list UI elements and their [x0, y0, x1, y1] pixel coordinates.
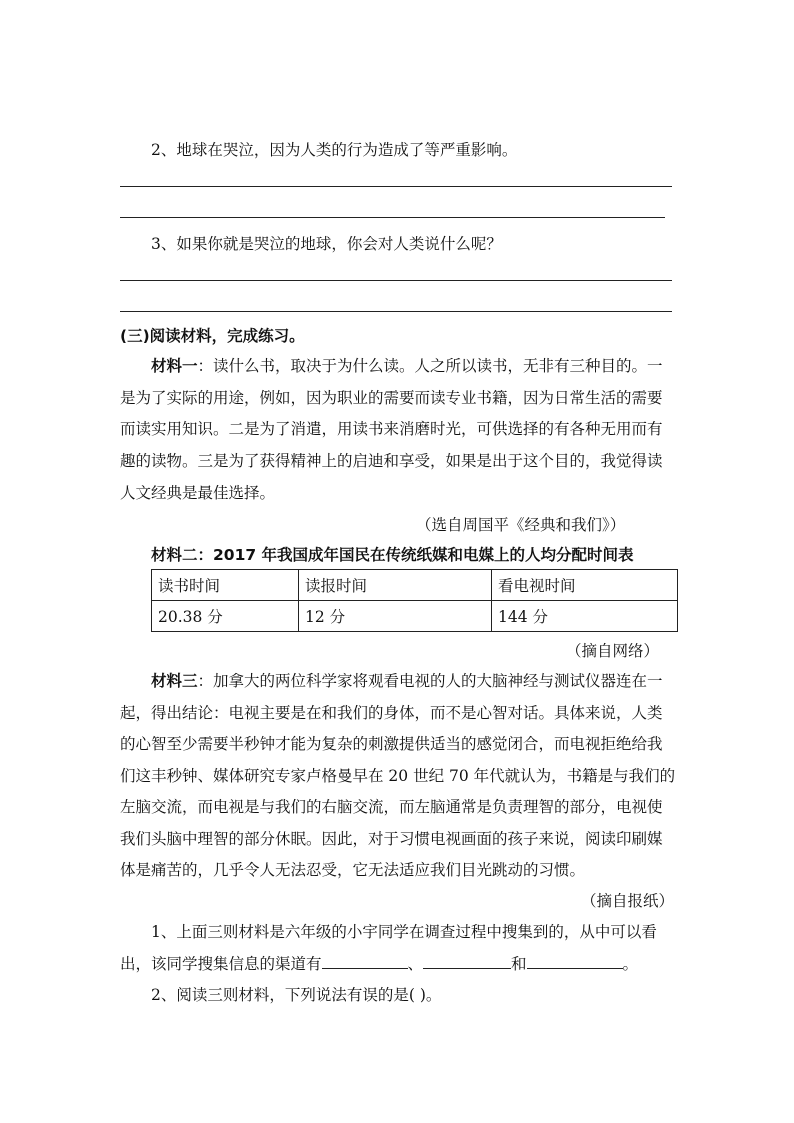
material-1-line: 而读实用知识。二是为了消遣，用读书来消磨时光，可供选择的有各种无用而有: [120, 420, 663, 438]
answer-blank[interactable]: [423, 954, 511, 969]
material-1-line: 趣的读物。三是为了获得精神上的启迪和享受，如果是出于这个目的，我觉得读: [120, 452, 663, 470]
material-3-line: 左脑交流，而电视是与我们的右脑交流，而左脑通常是负责理智的部分，电视使: [120, 798, 663, 816]
material-3-line: 的心智至少需要半秒钟才能为复杂的刺激提供适当的感觉闭合，而电视拒绝给我: [120, 735, 663, 753]
material-3-label: 材料三: [151, 672, 198, 690]
question-2-choice: 2、阅读三则材料，下列说法有误的是( )。: [151, 986, 442, 1004]
material-2-source: （摘自网络）: [566, 642, 660, 660]
question-1-line: 1、上面三则材料是六年级的小宇同学在调查过程中搜集到的，从中可以看: [151, 923, 657, 941]
material-3-source: （摘自报纸）: [581, 892, 675, 910]
section-title: (三)阅读材料，完成练习。: [120, 327, 305, 345]
question-1-prefix: 出，该同学搜集信息的渠道有: [120, 955, 322, 973]
material-3-line: 我们头脑中理智的部分休眠。因此，对于习惯电视画面的孩子来说，阅读印刷媒: [120, 830, 663, 848]
table-row: [152, 601, 678, 632]
table-cell: 144 分: [492, 601, 678, 632]
question-1-fill: [120, 952, 638, 974]
material-1-line: 是为了实际的用途，例如，因为职业的需要而读专业书籍，因为日常生活的需要: [120, 389, 663, 407]
time-table: [151, 569, 678, 632]
material-1-line: 人文经典是最佳选择。: [120, 484, 276, 502]
answer-line: [120, 311, 672, 312]
material-3-text: ：加拿大的两位科学家将观看电视的人的大脑神经与测试仪器连在一: [197, 672, 663, 690]
separator: 和: [511, 955, 527, 973]
answer-blank[interactable]: [322, 954, 408, 969]
table-header-cell: 读报时间: [299, 570, 492, 601]
table-cell: 12 分: [299, 601, 492, 632]
material-1-label: 材料一: [151, 357, 198, 375]
material-1-source: （选自周国平《经典和我们》）: [416, 516, 626, 534]
material-3-line: 们这丰秒钟、媒体研究专家卢格曼早在 20 世纪 70 年代就认为，书籍是与我们的: [120, 767, 676, 785]
table-header-cell: 看电视时间: [492, 570, 678, 601]
material-2-title: 材料二：2017 年我国成年国民在传统纸媒和电媒上的人均分配时间表: [151, 546, 634, 564]
table-header-cell: 读书时间: [152, 570, 299, 601]
answer-blank[interactable]: [527, 954, 623, 969]
material-3-line: 体是痛苦的，几乎令人无法忍受，它无法适应我们目光跳动的习惯。: [120, 861, 586, 879]
table-cell: 20.38 分: [152, 601, 299, 632]
material-3-line: [151, 669, 663, 691]
material-1-line: [151, 354, 663, 376]
answer-line: [120, 217, 665, 218]
material-3-line: 起，得出结论：电视主要是在和我们的身体，而不是心智对话。具体来说，人类: [120, 704, 663, 722]
table-header-row: [152, 570, 678, 601]
material-1-text: ：读什么书，取决于为什么读。人之所以读书，无非有三种目的。一: [197, 357, 663, 375]
answer-line: [120, 280, 672, 281]
answer-line: [120, 186, 672, 187]
separator: 、: [407, 955, 424, 973]
question-2-text: 2、地球在哭泣，因为人类的行为造成了等严重影响。: [151, 141, 518, 159]
period: 。: [622, 955, 639, 973]
question-3-text: 3、如果你就是哭泣的地球，你会对人类说什么呢？: [151, 235, 502, 253]
